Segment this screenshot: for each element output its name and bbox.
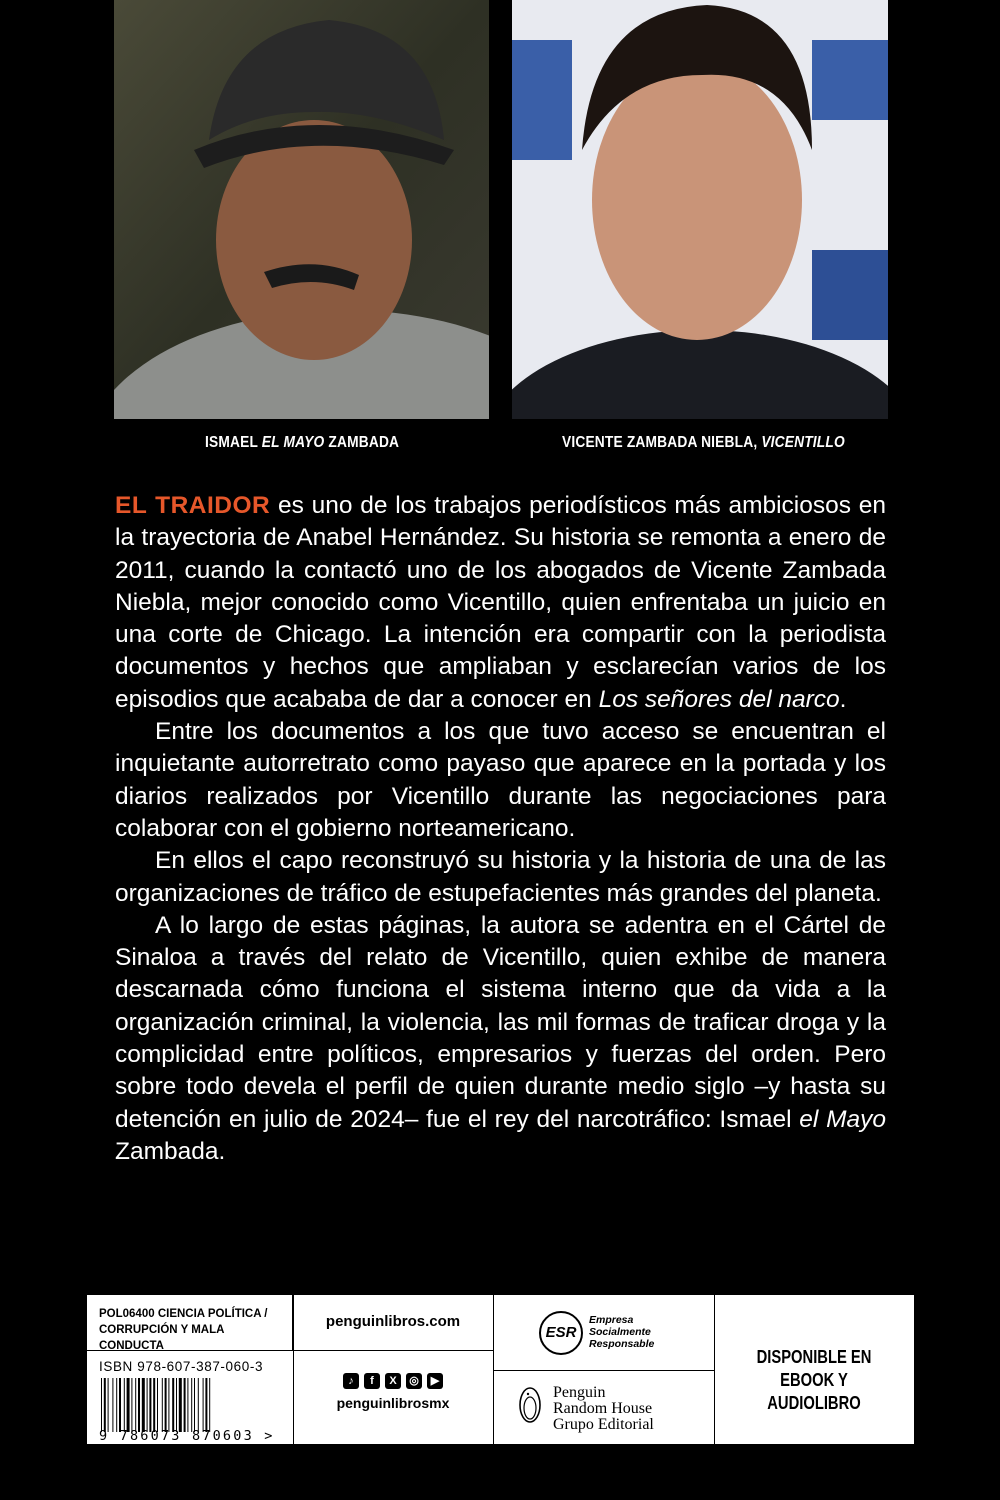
publisher-logo: Penguin Random House Grupo Editorial — [493, 1371, 714, 1444]
photo-ismael-zambada — [114, 0, 489, 419]
facebook-icon[interactable]: f — [364, 1373, 380, 1389]
esr-badge: ESR Empresa Socialmente Responsable — [493, 1295, 714, 1371]
instagram-icon[interactable]: ◎ — [406, 1373, 422, 1389]
barcode — [99, 1378, 279, 1432]
category-label: POL06400 CIENCIA POLÍTICA / CORRUPCIÓN Y MALA CONDUCTA — [87, 1295, 293, 1351]
penguin-icon — [519, 1385, 541, 1423]
synopsis — [115, 490, 886, 1168]
availability-note: DISPONIBLE EN EBOOK Y AUDIOLIBRO — [756, 1347, 872, 1413]
x-icon[interactable]: X — [385, 1373, 401, 1389]
isbn-label: ISBN 978-607-387-060-3 — [99, 1359, 264, 1374]
book-title: EL TRAIDOR — [115, 492, 271, 519]
barcode-number: 9 786073 870603 > — [99, 1428, 275, 1444]
caption-vicente: VICENTE ZAMBADA NIEBLA, VICENTILLO — [562, 434, 845, 451]
synopsis-paragraph-1: EL TRAIDOR es uno de los trabajos periodísticos más ambiciosos en la trayectoria de Anabel Hernández. Su historia se remonta a enero de 2011, cuando la contactó uno de los abogados de Vicente Zambada Niebla, mejor conocido como Vicentillo, quien enfrentaba un juicio en una corte de Chicago. La intención era compartir con la periodista documentos y hechos que ampliaban y esclarecían varios de los episodios que acababa de dar a conocer en Los señores del narco. — [115, 492, 886, 713]
synopsis-paragraph-2: Entre los documentos a los que tuvo acceso se encuentran el inquietante autorretrato como payaso que aparece en la portada y los diarios realizados por Vicentillo durante las negociaciones para colaborar con el gobierno norteamericano. — [115, 718, 886, 842]
youtube-icon[interactable]: ▶ — [427, 1373, 443, 1389]
caption-ismael: ISMAEL EL MAYO ZAMBADA — [205, 434, 400, 451]
social-handle[interactable]: penguinlibrosmx — [336, 1395, 450, 1411]
website-link[interactable]: penguinlibros.com — [293, 1295, 493, 1351]
social-block — [293, 1351, 493, 1444]
photo-vicente-zambada — [512, 0, 888, 419]
tiktok-icon[interactable]: ♪ — [343, 1373, 359, 1389]
synopsis-paragraph-3: En ellos el capo reconstruyó su historia y la historia de una de las organizaciones de tráfico de estupefacientes más grandes del planeta. — [115, 847, 886, 907]
isbn-block — [87, 1351, 293, 1444]
back-cover-infobar — [87, 1295, 914, 1444]
synopsis-paragraph-4: A lo largo de estas páginas, la autora se adentra en el Cártel de Sinaloa a través del relato de Vicentillo, quien exhibe de manera descarnada cómo funciona el sistema interno que da vida a la organización criminal, la violencia, las mil formas de traficar droga y la complicidad entre políticos, empresarios y fuerzas del orden. Pero sobre todo devela el perfil de quien durante medio siglo –y hasta su detención en julio de 2024– fue el rey del narcotráfico: Ismael el Mayo Zambada. — [115, 911, 886, 1165]
esr-logo: ESR — [539, 1311, 583, 1355]
